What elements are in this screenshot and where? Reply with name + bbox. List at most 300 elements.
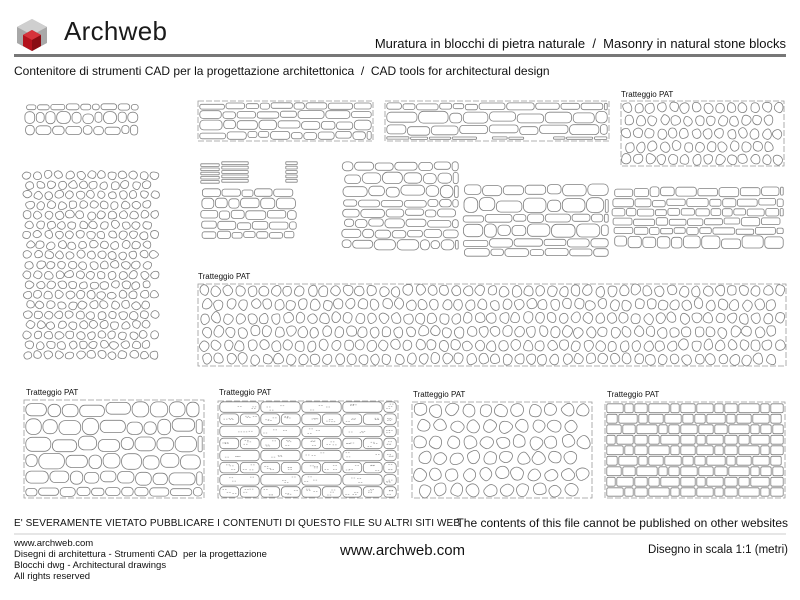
stone	[214, 353, 223, 363]
stone	[34, 331, 41, 339]
stone	[591, 239, 608, 247]
stone	[772, 130, 781, 140]
stone	[695, 456, 705, 465]
stone	[613, 199, 634, 207]
stone	[39, 488, 59, 495]
stone	[153, 473, 167, 484]
footer-website[interactable]: www.archweb.com	[340, 542, 466, 559]
stone	[47, 221, 55, 229]
stone	[766, 208, 779, 216]
stone	[263, 354, 272, 363]
stone	[108, 192, 116, 199]
stone	[44, 331, 52, 339]
copyright-warning-italian: E' SEVERAMENTE VIETATO PUBBLICARE I CONTENUTI DI QUESTO FILE SU ALTRI SITI WEB	[14, 518, 461, 529]
stone	[739, 286, 748, 296]
stone	[773, 425, 783, 434]
stone	[763, 129, 772, 139]
pillar-right	[286, 162, 297, 182]
stone	[132, 201, 141, 209]
stone	[619, 414, 637, 423]
stone	[83, 114, 94, 124]
footer-line: Blocchi dwg - Architectural drawings	[14, 560, 167, 571]
stone	[37, 281, 45, 288]
stone	[637, 467, 657, 476]
stone	[750, 129, 759, 139]
stone	[653, 201, 666, 207]
stone	[97, 171, 105, 179]
stone	[322, 462, 341, 473]
stone	[56, 231, 64, 239]
stone	[440, 314, 449, 324]
stone	[500, 484, 514, 496]
stone	[467, 353, 477, 364]
stone	[567, 239, 589, 247]
stone	[742, 236, 763, 248]
stone	[304, 133, 317, 140]
stone	[169, 402, 185, 417]
stone	[111, 281, 119, 288]
stone	[451, 340, 460, 350]
stone	[149, 250, 158, 258]
stone	[302, 122, 320, 130]
stone	[499, 421, 512, 433]
stone	[453, 104, 464, 109]
stone	[404, 173, 422, 183]
stone	[34, 351, 42, 359]
stone	[200, 120, 222, 130]
stone	[454, 300, 463, 311]
stone	[220, 475, 259, 486]
stone	[655, 286, 664, 297]
stone	[540, 125, 568, 133]
stone	[411, 137, 428, 139]
stone	[480, 437, 493, 449]
stone	[66, 331, 74, 339]
stone	[615, 189, 633, 196]
stone	[548, 200, 561, 211]
pat-label-bottom-2: Tratteggio PAT	[219, 388, 272, 397]
stone	[244, 232, 255, 238]
stone	[424, 229, 442, 237]
stone	[694, 298, 702, 309]
stone	[452, 286, 461, 296]
stone	[337, 122, 353, 129]
stone	[201, 176, 219, 179]
stone	[39, 453, 65, 469]
stone	[77, 250, 85, 258]
stone	[328, 103, 352, 109]
stone	[50, 471, 69, 482]
stone	[484, 485, 497, 497]
stone	[740, 340, 749, 350]
stone	[343, 487, 362, 498]
stone	[634, 326, 643, 337]
hatch-boundary	[24, 400, 204, 498]
stone	[463, 240, 488, 246]
stone	[200, 104, 225, 109]
stone	[81, 104, 91, 110]
stone	[369, 186, 385, 196]
stone	[635, 404, 647, 413]
stone	[100, 301, 108, 309]
stone	[143, 456, 159, 469]
stone	[716, 313, 725, 322]
stone	[614, 228, 633, 234]
stone	[623, 467, 635, 476]
stone	[714, 129, 723, 139]
stone	[320, 313, 330, 324]
stone	[475, 285, 485, 295]
stone	[318, 132, 334, 139]
stone	[771, 404, 783, 413]
stone	[127, 422, 142, 434]
stone	[571, 341, 580, 351]
stone	[108, 271, 116, 279]
stone	[773, 467, 783, 476]
stone	[530, 404, 542, 416]
stone	[706, 300, 715, 311]
stone	[635, 446, 647, 455]
stone	[211, 286, 221, 297]
stone	[310, 299, 320, 310]
footer-site-link[interactable]: www.archweb.com	[14, 538, 94, 549]
stone	[128, 112, 138, 122]
stone	[771, 446, 783, 455]
stone	[727, 103, 735, 113]
stone	[670, 300, 679, 310]
stone	[594, 137, 607, 140]
stone	[707, 142, 716, 152]
stone	[738, 154, 747, 163]
stone	[143, 262, 151, 270]
stone	[108, 252, 116, 260]
wall-long-mid	[463, 184, 608, 256]
stone	[515, 326, 525, 337]
stone	[656, 313, 665, 324]
stone	[201, 164, 219, 167]
stone	[112, 301, 120, 309]
stone	[511, 312, 520, 322]
stone	[57, 112, 71, 124]
stone	[751, 103, 759, 113]
stone	[151, 331, 159, 339]
stone	[44, 351, 53, 359]
stone	[367, 285, 376, 295]
stone	[524, 340, 533, 351]
stone	[530, 437, 543, 450]
stone	[574, 353, 583, 363]
stone	[302, 402, 341, 413]
stone	[661, 435, 679, 444]
stone	[658, 103, 667, 112]
stone	[281, 414, 300, 425]
stone	[669, 425, 679, 434]
stone	[132, 402, 149, 417]
stone	[34, 290, 42, 298]
stone	[486, 313, 496, 323]
stone	[343, 438, 362, 449]
stone	[140, 172, 148, 180]
stone	[647, 299, 656, 309]
stone	[594, 249, 609, 257]
stone	[82, 418, 98, 434]
stone	[747, 209, 764, 216]
stone	[718, 299, 727, 310]
stone	[368, 313, 377, 323]
stone	[490, 239, 513, 247]
stone	[105, 127, 120, 134]
stone	[706, 327, 715, 337]
stone	[201, 168, 219, 171]
stone	[103, 453, 120, 468]
stone	[141, 271, 149, 279]
stone	[97, 211, 105, 219]
stone	[106, 488, 121, 496]
hatch-bottom-4	[605, 402, 785, 498]
stone	[751, 340, 760, 351]
stone	[727, 414, 735, 423]
stone	[396, 354, 405, 364]
stone	[659, 467, 667, 476]
stone	[66, 171, 74, 179]
stone	[79, 262, 87, 270]
stone	[649, 404, 669, 413]
stone	[728, 286, 737, 295]
stone	[88, 212, 96, 220]
stone	[632, 341, 640, 352]
stone	[601, 225, 608, 236]
stone	[118, 351, 127, 359]
stone	[122, 281, 130, 289]
stone	[323, 326, 332, 337]
stone	[110, 261, 118, 269]
stone	[87, 251, 95, 259]
stone	[332, 340, 341, 350]
stone	[637, 209, 653, 216]
stone	[35, 250, 43, 257]
stone	[44, 311, 52, 319]
stone	[676, 187, 696, 196]
stone	[23, 291, 31, 299]
stone	[25, 221, 33, 229]
stone	[46, 242, 55, 250]
stone	[151, 231, 159, 239]
stone	[375, 230, 391, 238]
stone	[742, 115, 751, 125]
stone	[229, 199, 239, 208]
stone	[252, 222, 268, 230]
stone	[55, 190, 64, 198]
stone	[443, 300, 452, 310]
page-subtitle: Contenitore di strumenti CAD per la progettazione architettonica / CAD tools for architectural design	[14, 64, 550, 78]
stone	[563, 354, 572, 365]
stone	[382, 172, 402, 183]
stone	[704, 339, 713, 350]
stone	[23, 331, 31, 339]
stone	[384, 487, 396, 498]
stone	[623, 425, 635, 434]
stone	[487, 341, 496, 352]
stone	[514, 239, 542, 246]
stone	[766, 300, 775, 311]
stone	[66, 231, 74, 239]
stone	[533, 420, 545, 432]
stone	[710, 199, 721, 206]
stone	[352, 112, 372, 118]
stone	[484, 420, 497, 433]
stone	[683, 456, 693, 465]
stone	[781, 187, 784, 195]
stone	[172, 419, 194, 432]
stone	[202, 232, 216, 239]
stone	[761, 467, 771, 476]
stone	[466, 484, 479, 497]
stone	[46, 112, 55, 124]
stone	[490, 112, 516, 121]
stone	[774, 102, 783, 112]
stone	[227, 132, 246, 139]
stone	[707, 435, 723, 444]
stone	[242, 190, 253, 196]
stone	[637, 142, 645, 153]
stone	[65, 311, 73, 318]
stone	[111, 202, 118, 210]
stone	[58, 241, 66, 249]
stone	[577, 224, 600, 237]
stone	[494, 404, 507, 416]
stone	[45, 211, 53, 219]
stone	[246, 104, 258, 109]
stone	[681, 209, 694, 215]
stone	[122, 454, 142, 470]
stone	[563, 185, 587, 196]
stone	[480, 467, 492, 480]
stone	[514, 215, 526, 222]
stone	[343, 462, 362, 473]
stone	[463, 404, 475, 417]
scale-note: Disegno in scala 1:1 (metri)	[648, 544, 788, 556]
stone	[55, 351, 63, 359]
stone	[86, 271, 94, 279]
stone	[518, 452, 530, 464]
stone	[238, 353, 247, 365]
stone	[121, 262, 130, 269]
stone	[275, 327, 284, 337]
stone	[69, 322, 77, 330]
stone	[544, 239, 566, 245]
stone	[270, 233, 283, 239]
stone	[648, 116, 657, 126]
stone	[150, 172, 159, 180]
stone	[80, 405, 105, 416]
stone	[379, 313, 389, 324]
stone	[755, 227, 775, 234]
stone	[596, 286, 604, 297]
pat-label-bottom-4: Tratteggio PAT	[607, 390, 660, 399]
stone	[26, 201, 35, 209]
stone	[727, 313, 736, 323]
stone	[671, 488, 679, 496]
stone	[288, 211, 297, 220]
stone	[277, 198, 296, 209]
stone	[151, 311, 159, 319]
stone	[394, 327, 403, 338]
stone	[353, 132, 366, 140]
stone	[100, 320, 108, 328]
stone	[562, 326, 572, 338]
stone	[26, 182, 34, 190]
stone	[47, 262, 55, 269]
stone	[586, 353, 595, 363]
stone	[25, 112, 35, 124]
stone	[130, 211, 139, 219]
stone	[106, 402, 131, 414]
stone	[764, 286, 773, 295]
stone	[353, 240, 373, 248]
wall-small-1	[25, 104, 138, 135]
stone	[419, 485, 430, 498]
stone	[151, 271, 159, 279]
stone	[94, 127, 104, 135]
stone	[692, 313, 702, 323]
stone	[426, 186, 439, 197]
stone	[142, 301, 150, 309]
stone	[347, 326, 357, 336]
stone	[725, 404, 737, 413]
stone	[120, 181, 128, 189]
stone	[454, 327, 463, 338]
stone	[363, 229, 374, 237]
stone	[560, 287, 568, 297]
stone	[79, 181, 87, 189]
wall-tall-left	[22, 171, 159, 360]
stone	[767, 326, 776, 336]
stone	[574, 328, 584, 339]
stone	[45, 230, 53, 238]
stone	[762, 102, 771, 112]
stone	[331, 286, 341, 296]
stone	[223, 285, 233, 296]
stone	[703, 313, 712, 323]
stone	[140, 250, 148, 258]
stone	[503, 186, 523, 195]
stone	[76, 211, 84, 219]
stone	[625, 488, 633, 496]
stone	[248, 286, 257, 297]
stone	[150, 402, 167, 417]
stone	[777, 199, 783, 207]
stone	[308, 341, 316, 352]
stone	[201, 172, 219, 175]
stone	[47, 181, 55, 189]
stone	[100, 261, 108, 269]
stone	[132, 261, 141, 269]
stone	[438, 209, 456, 217]
stone	[639, 456, 647, 465]
stone	[681, 488, 695, 496]
stone	[76, 231, 84, 239]
stone	[77, 290, 85, 298]
stone	[47, 281, 56, 289]
stone	[692, 286, 700, 297]
stone	[753, 353, 763, 364]
stone	[237, 112, 256, 118]
stone	[236, 286, 245, 296]
stone	[431, 126, 458, 135]
stone	[143, 241, 151, 248]
stone	[361, 209, 385, 217]
stone	[391, 287, 399, 297]
